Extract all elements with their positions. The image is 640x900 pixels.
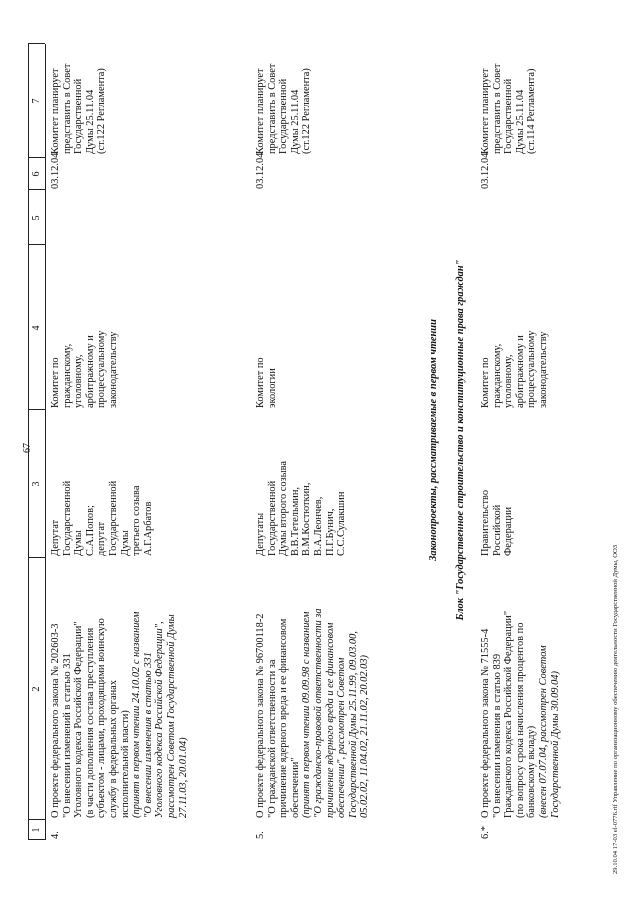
text-line: Думы 25.11.04 [84,89,96,154]
text-line: Федерации [503,506,515,556]
text-line: Уголовного кодекса Российской Федерации", [154,621,166,818]
text-line: "О гражданско-правовой ответственности за [312,608,324,818]
header-divider [28,557,45,558]
text-line: рассмотрен Советом Государственной Думы [165,614,177,818]
text-line: третьего созыва [131,485,143,556]
remark [480,64,538,154]
text-line: (ст.122 Регламента) [96,68,108,154]
remark [50,64,108,154]
header-divider [28,157,45,158]
text-line: банковскому вкладу) [526,725,538,818]
header-bottom-border [45,44,46,840]
text-line: (ст.114 Регламента) [526,68,538,154]
text-line: Гражданского кодекса Российской Федерации" [503,610,515,818]
text-line: Думы [73,530,85,556]
text-line: Государственной [278,78,290,154]
text-line: О проекте федерального закона № 202603-3 [50,623,61,818]
page-number: 67 [22,443,33,453]
text-line: Правительство [480,489,491,556]
text-line: Государственной [61,480,73,556]
header-divider [28,409,45,410]
column-number: 4 [31,325,42,331]
responsible-committee [480,331,550,408]
block-heading: Блок "Государственное строительство и конституционные права граждан" [455,259,466,621]
text-line: гражданскому, [491,343,503,408]
text-line: (принят в первом чтении 24.10.02 с названием [131,611,143,818]
text-line: (ст.122 Регламента) [301,68,313,154]
text-line: В.А.Леончев, [312,496,324,556]
text-line: Думы 25.11.04 [514,89,526,154]
initiator [480,490,515,556]
text-line: уголовному, [73,354,85,408]
text-line: Российской [491,504,503,556]
initiator [50,481,154,556]
text-line: Комитет по [255,357,266,408]
remark [255,64,313,154]
header-divider [28,189,45,190]
bill-title [50,612,189,818]
text-line: Думы 25.11.04 [289,89,301,154]
text-line: (принят в первом чтении 09.09.98 с названием [301,611,313,818]
text-line: (по вопросу срока начисления процентов по [514,622,526,818]
review-date: 03.12.04 [480,152,491,189]
text-line: уголовному, [503,354,515,408]
text-line: арбитражному и [84,335,96,408]
header-top-border [28,44,29,840]
page-footer: 29.10.04 17-03 el-0776.rtf Управление по организационному обеспечению деятельности Государственной Думы, ООЗ [612,544,619,874]
text-line: представить в Совет [266,63,278,154]
text-line: законодательству [537,331,549,408]
text-line: службу в федеральных органах [107,680,119,818]
text-line: Комитет планирует [480,68,491,154]
text-line: С.С.Сулакшин [336,491,348,556]
column-number: 6 [31,171,42,177]
text-line: С.А.Попов; [84,505,96,556]
text-line: О проекте федерального закона № 96700118-2 [255,613,266,818]
text-line: "О внесении изменения в статью 839 [491,653,503,818]
text-line: представить в Совет [491,63,503,154]
text-line: Государственной [107,480,119,556]
text-line: (в части дополнения состава преступления [84,627,96,818]
text-line: Депутат [50,519,61,556]
text-line: Комитет по [50,357,61,408]
text-line: Комитет планирует [255,68,266,154]
text-line: А.Г.Арбатов [142,501,154,556]
text-line: процессуальному [526,330,538,408]
text-line: П.Г.Бунич, [324,508,336,556]
text-line: Депутаты [255,512,266,556]
text-line: "О гражданской ответственности за [266,659,278,818]
text-line: гражданскому, [61,343,73,408]
text-line: 05.02.02, 11.04.02, 21.11.02, 20.02.03) [359,655,371,818]
column-number: 1 [31,827,42,833]
header-divider [28,244,45,245]
text-line: Государственной Думы 25.11.99, 09.03.00, [347,631,359,818]
text-line: депутат [96,521,108,556]
row-number: 6.* [480,826,491,839]
text-line: представить в Совет [61,63,73,154]
review-date: 03.12.04 [255,152,266,189]
column-number: 3 [31,481,42,487]
responsible-committee [255,357,278,408]
text-line: законодательству [107,331,119,408]
column-number: 2 [31,686,42,692]
section-heading: Законопроекты, рассматриваемые в первом чтении [428,319,439,561]
text-line: причинение ядерного вреда и ее финансовом [324,622,336,818]
text-line: причинение ядерного вреда и ее финансовом [278,618,290,818]
bill-title [480,611,561,818]
review-date: 03.12.04 [50,152,61,189]
text-line: Государственной [73,78,85,154]
text-line: (внесен 07.07.04, рассмотрен Советом [537,645,549,818]
row-number: 5. [255,831,266,839]
text-line: экологии [266,368,278,408]
text-line: В.В.Тетельмин, [289,487,301,556]
row-number: 4. [50,831,61,839]
text-line: Комитет по [480,357,491,408]
text-line: обеспечении", рассмотрен Советом [336,657,348,818]
text-line: процессуальному [96,330,108,408]
text-line: Комитет планирует [50,68,61,154]
column-number: 7 [31,98,42,104]
column-number: 5 [31,215,42,221]
text-line: "О внесении изменения в статью 331 [142,652,154,818]
text-line: "О внесении изменений в статью 331 [61,653,73,818]
responsible-committee [50,331,120,408]
text-line: Думы второго созыва [278,460,290,556]
text-line: 27.11.03, 20.01.04) [177,737,189,818]
text-line: субъектом - лицами, проходящими воинскую [96,618,108,818]
text-line: арбитражному и [514,335,526,408]
text-line: Государственной Думы 30.09.04) [549,671,561,818]
header-divider [28,43,45,44]
text-line: В.М.Костюткин, [301,482,313,556]
bill-title [255,608,371,818]
text-line: обеспечении" [289,757,301,818]
text-line: Государственной [503,78,515,154]
text-line: Уголовного кодекса Российской Федерации" [73,621,85,818]
text-line: Государственной [266,480,278,556]
initiator [255,461,348,556]
text-line: исполнительной власти) [119,710,131,818]
text-line: О проекте федерального закона № 71555-4 [480,628,491,818]
text-line: Думы [119,530,131,556]
